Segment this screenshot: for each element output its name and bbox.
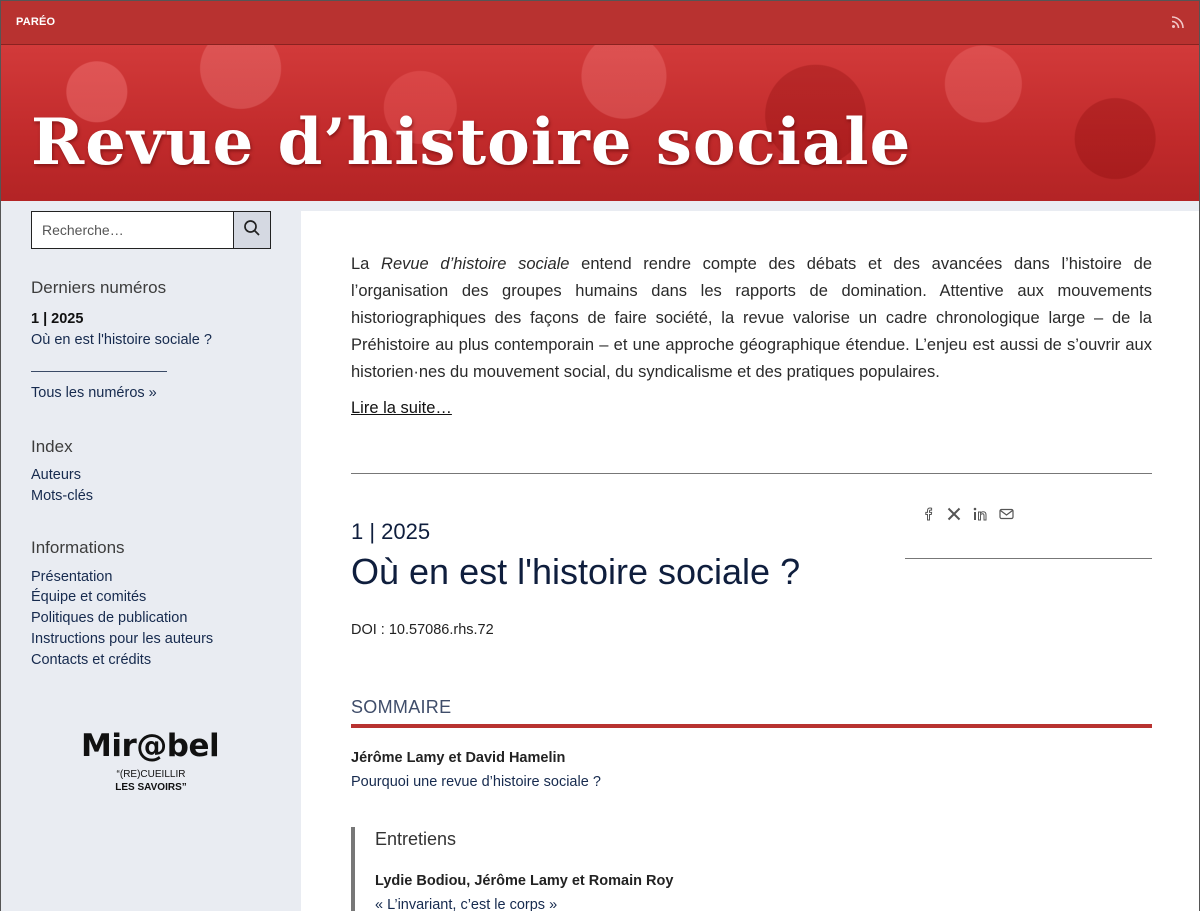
read-more-link[interactable]: Lire la suite… bbox=[351, 399, 452, 417]
sidebar-divider bbox=[31, 371, 167, 372]
mirabel-tagline-2: LES SAVOIRS” bbox=[115, 782, 187, 793]
info-presentation-link[interactable]: Présentation bbox=[31, 569, 113, 585]
rss-icon[interactable] bbox=[1171, 15, 1185, 29]
x-icon[interactable] bbox=[947, 507, 961, 521]
mirabel-tagline-1: “(RE)CUEILLIR bbox=[116, 769, 186, 780]
search-icon bbox=[243, 219, 261, 242]
index-authors-link[interactable]: Auteurs bbox=[31, 467, 81, 483]
share-bar bbox=[921, 507, 1013, 521]
search-button[interactable] bbox=[233, 212, 270, 248]
info-team-link[interactable]: Équipe et comités bbox=[31, 589, 147, 605]
mirabel-wordmark: Mir@bel bbox=[81, 728, 220, 764]
info-instructions-link[interactable]: Instructions pour les auteurs bbox=[31, 631, 214, 647]
article-authors: Lydie Bodiou, Jérôme Lamy et Romain Roy bbox=[375, 873, 674, 889]
index-heading: Index bbox=[31, 437, 73, 456]
journal-title[interactable]: Revue d’histoire sociale bbox=[31, 105, 912, 180]
informations-heading: Informations bbox=[31, 538, 125, 557]
mail-icon[interactable] bbox=[999, 507, 1013, 521]
latest-issues-heading: Derniers numéros bbox=[31, 278, 167, 297]
index-keywords-link[interactable]: Mots-clés bbox=[31, 488, 94, 504]
linkedin-icon[interactable] bbox=[973, 507, 987, 521]
journal-name-emphasis: Revue d’histoire sociale bbox=[381, 255, 570, 273]
top-bar bbox=[1, 1, 1199, 45]
divider bbox=[351, 473, 1152, 474]
share-divider bbox=[905, 558, 1152, 559]
journal-banner[interactable] bbox=[1, 45, 1199, 201]
article-link[interactable]: Pourquoi une revue d’histoire sociale ? bbox=[351, 774, 601, 790]
search-input[interactable] bbox=[32, 212, 233, 248]
latest-issue-number[interactable]: 1 | 2025 bbox=[31, 311, 84, 327]
table-of-contents-heading: SOMMAIRE bbox=[351, 697, 452, 717]
info-contacts-link[interactable]: Contacts et crédits bbox=[31, 652, 152, 668]
mirabel-logo[interactable] bbox=[81, 728, 231, 811]
issue-title: Où en est l'histoire sociale ? bbox=[351, 551, 801, 592]
pareo-link[interactable]: PARÉO bbox=[16, 16, 56, 28]
journal-description: La Revue d’histoire sociale entend rendre compte des débats et des avancées dans l’histoire de l’organisation des groupes humains dans les rapports de domination. Attentive aux mouvements historiographiques des façons de faire société, la revue valorise un cadre chronologique large – de la Préhistoire au plus contemporain – et une approche géographique étendue. L’enjeu est aussi de s’ouvrir aux historien·nes du mouvement social, du syndicalisme et des pratiques populaires. bbox=[351, 255, 1152, 381]
article-link[interactable]: « L’invariant, c’est le corps » bbox=[375, 897, 558, 911]
info-policies-link[interactable]: Politiques de publication bbox=[31, 610, 188, 626]
latest-issue-link[interactable]: Où en est l'histoire sociale ? bbox=[31, 332, 212, 348]
toc-section bbox=[351, 827, 1152, 911]
search-box bbox=[31, 211, 271, 249]
sidebar bbox=[1, 201, 301, 911]
issue-number: 1 | 2025 bbox=[351, 519, 431, 544]
article-authors: Jérôme Lamy et David Hamelin bbox=[351, 750, 566, 766]
all-issues-link[interactable]: Tous les numéros » bbox=[31, 385, 157, 401]
main-content bbox=[301, 211, 1199, 911]
toc-section-title: Entretiens bbox=[375, 829, 457, 849]
table-of-contents-rule bbox=[351, 724, 1152, 728]
facebook-icon[interactable] bbox=[921, 507, 935, 521]
issue-doi: DOI : 10.57086.rhs.72 bbox=[351, 622, 494, 638]
